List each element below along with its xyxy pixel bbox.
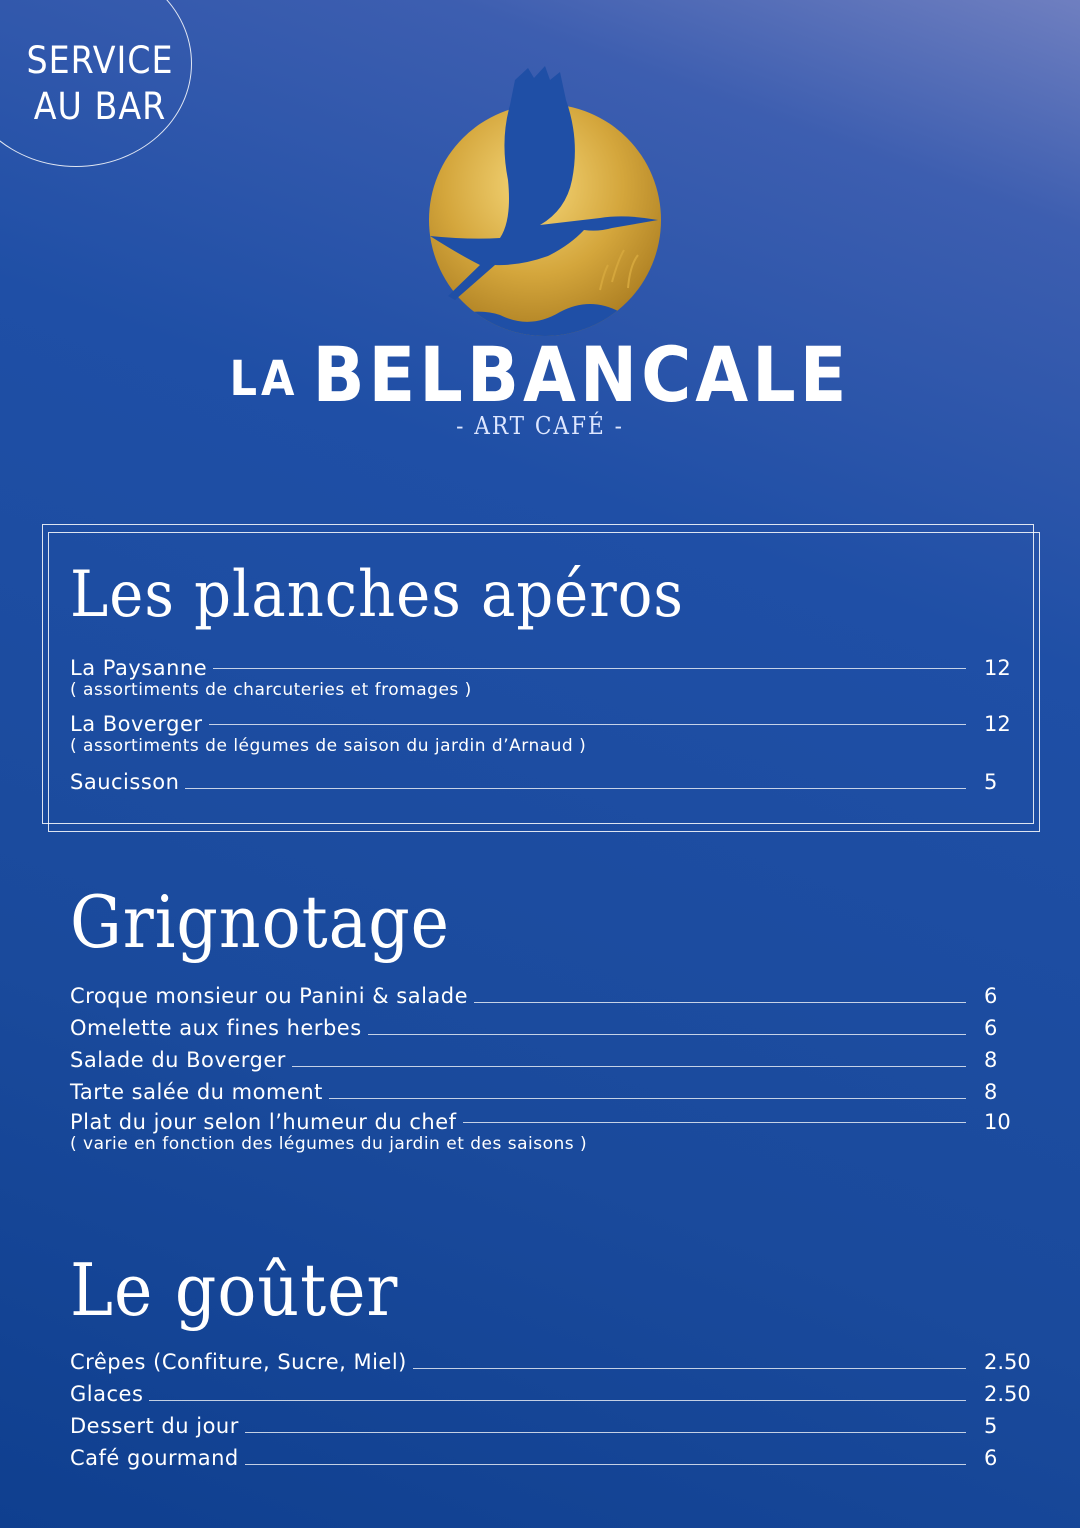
item-price: 2.50: [984, 1382, 1031, 1406]
item-name: Plat du jour selon l’humeur du chef: [70, 1110, 457, 1134]
menu-item: [70, 656, 1040, 706]
dot-leader: [463, 1110, 966, 1123]
brand-prefix: LA: [229, 351, 299, 407]
service-badge-text: SERVICE AU BAR: [26, 39, 174, 128]
dot-leader: [413, 1368, 966, 1369]
item-price: 12: [984, 712, 1011, 736]
item-name: La Paysanne: [70, 656, 208, 680]
item-price: 6: [984, 984, 998, 1008]
menu-item: [70, 1072, 1040, 1104]
grignotage-list: [70, 976, 1040, 1160]
planches-list: [70, 656, 1040, 794]
dot-leader: [149, 1400, 966, 1401]
dot-leader: [245, 1464, 966, 1465]
item-price: 8: [984, 1048, 998, 1072]
item-name: Tarte salée du moment: [70, 1080, 323, 1104]
item-name: Omelette aux fines herbes: [70, 1016, 362, 1040]
item-price: 5: [984, 1414, 998, 1438]
menu-item: [70, 1040, 1040, 1072]
item-name: Café gourmand: [70, 1446, 239, 1470]
item-description: ( varie en fonction des légumes du jardin et des saisons ): [70, 1134, 588, 1154]
menu-item: [70, 1374, 1040, 1406]
menu-item: [70, 712, 1040, 762]
item-name: Saucisson: [70, 770, 180, 794]
dot-leader: [185, 788, 966, 789]
dot-leader: [292, 1066, 966, 1067]
section-title-planches: Les planches apéros: [70, 558, 684, 632]
item-name: La Boverger: [70, 712, 203, 736]
menu-item: [70, 1342, 1040, 1374]
dot-leader: [213, 656, 966, 669]
item-price: 2.50: [984, 1350, 1031, 1374]
menu-item: [70, 976, 1040, 1008]
item-name: Salade du Boverger: [70, 1048, 286, 1072]
dot-leader: [209, 712, 967, 725]
item-name: Dessert du jour: [70, 1414, 239, 1438]
dot-leader: [245, 1432, 966, 1433]
brand-name: [0, 330, 1080, 419]
item-name: Croque monsieur ou Panini & salade: [70, 984, 469, 1008]
item-description: ( assortiments de charcuteries et fromages ): [70, 680, 472, 700]
item-price: 6: [984, 1016, 998, 1040]
menu-item: [70, 1110, 1040, 1160]
menu-item: [70, 1438, 1040, 1470]
item-price: 5: [984, 770, 998, 794]
item-price: 10: [984, 1110, 1011, 1134]
item-description: ( assortiments de légumes de saison du jardin d’Arnaud ): [70, 736, 587, 756]
item-name: Glaces: [70, 1382, 144, 1406]
item-price: 8: [984, 1080, 998, 1104]
item-name: Crêpes (Confiture, Sucre, Miel): [70, 1350, 407, 1374]
dot-leader: [368, 1034, 966, 1035]
gouter-list: [70, 1342, 1040, 1470]
menu-item: [70, 1008, 1040, 1040]
item-price: 6: [984, 1446, 998, 1470]
dot-leader: [329, 1098, 966, 1099]
dot-leader: [474, 1002, 966, 1003]
item-price: 12: [984, 656, 1011, 680]
menu-item: [70, 762, 1040, 794]
brand-tagline: - ART CAFÉ -: [456, 412, 624, 440]
menu-item: [70, 1406, 1040, 1438]
section-title-grignotage: Grignotage: [70, 880, 450, 964]
brand-title: BELBANCALE: [312, 330, 851, 419]
section-title-gouter: Le goûter: [70, 1248, 399, 1332]
